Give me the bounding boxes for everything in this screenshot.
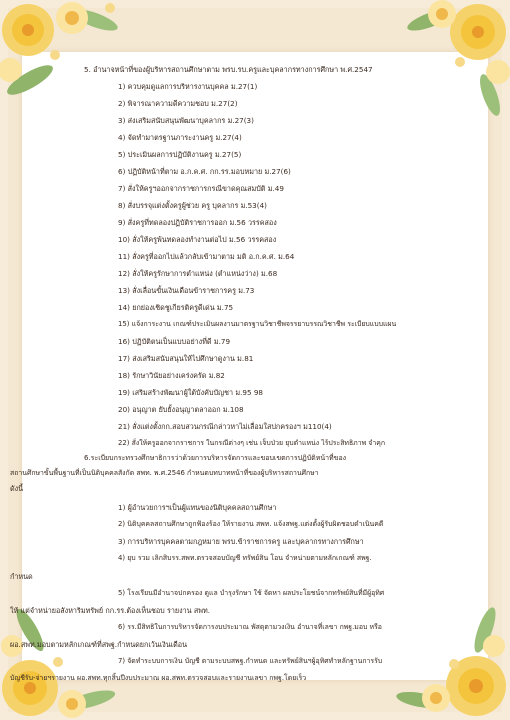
list-item: 2) พิจารณาความดีความชอบ ม.27(2) [118, 99, 238, 108]
list-item: 3) ส่งเสริมสนับสนุนพัฒนาบุคลากร ม.27(3) [118, 116, 254, 125]
list-item: 4) จัดทำมาตรฐานภาระงานครู ม.27(4) [118, 133, 242, 142]
list-item: 9) สั่งครูที่ทดลองปฏิบัติราชการออก ม.56 วรรคสอง [118, 218, 277, 227]
paper-sheet [22, 52, 488, 680]
list-item: 4) ยุบ รวม เลิกสิบรร.สพท.ตรวจสอบบัญชี ทรัพย์สิน โอน จำหน่ายตามหลักเกณฑ์ สพฐ. [118, 554, 372, 562]
list-item: 13) สั่งเลื่อนขั้นเงินเดือนข้าราชการครู ม.73 [118, 286, 255, 295]
section-5-heading: 5. อำนาจหน้าที่ของผู้บริหารสถานศึกษาตาม พรบ.รบ.ครูและบุคลากรทางการศึกษา พ.ศ.2547 [84, 65, 373, 74]
flower-cluster-top-right-icon [390, 0, 510, 120]
list-item: 15) แจ้งการะงาน เกณฑ์ประเมินผลงานมาตรฐานวิชาชีพจรรยาบรรณวิชาชีพ ระเบียบแบบแผน [118, 320, 397, 328]
list-item-continuation: ให้ แต่จำหน่ายอสังหาริมทรัพย์ กก.รร.ต้องเห็นชอบ รายงาน สพท. [10, 606, 211, 615]
list-item-continuation: กำหนด [10, 572, 33, 581]
section-6-text: ดังนี้ [10, 484, 24, 493]
list-item: 17) ส่งเสริมสนับสนุนให้ไปศึกษาดูงาน ม.81 [118, 354, 254, 363]
list-item: 5) ประเมินผลการปฏิบัติงานครู ม.27(5) [118, 150, 242, 159]
list-item: 7) จัดทำระบบการเงิน บัญชี ตามระบบสพฐ.กำหนด และทรัพย์สินฯผู้อุทิศทำหลักฐานการรับ [118, 657, 383, 665]
list-item: 16) ปฏิบัติตนเป็นแบบอย่างที่ดี ม.79 [118, 337, 231, 346]
list-item: 12) สั่งให้ครูรักษาการตำแหน่ง (ตำแหน่งว่าง) ม.68 [118, 269, 278, 278]
list-item: 2) นิติบุคคลสถานศึกษาถูกฟ้องร้อง ให้รายงาน สพท. แจ้งสพฐ.แต่งตั้งผู้รับผิดชอบดำเนินคดี [118, 520, 384, 528]
list-item: 6) ปฏิบัติหน้าที่ตาม อ.ก.ค.ศ. กก.รร.มอบหมาย ม.27(6) [118, 167, 291, 176]
flower-cluster-top-left-icon [0, 0, 130, 110]
section-6-text: สถานศึกษาขั้นพื้นฐานที่เป็นนิติบุคคลสังกัด สพท. พ.ศ.2546 กำหนดบทบาทหน้าที่ของผู้บริหารสถานศึกษา [10, 469, 319, 477]
list-item: 20) อนุญาต ยับยั้งอนุญาตลาออก ม.108 [118, 405, 244, 414]
list-item-continuation: ผอ.สพท.มอบตามหลักเกณฑ์ที่สพฐ.กำหนดยกเว้นเงินเดือน [10, 640, 187, 649]
list-item: 18) รักษาวินัยอย่างเคร่งครัด ม.82 [118, 371, 225, 380]
list-item: 8) สั่งบรรจุแต่งตั้งครูผู้ช่วย ครู บุคลากร ม.53(4) [118, 201, 267, 210]
list-item: 6) รร.มีสิทธิในการบริหารจัดการงบประมาณ พัสดุตามวงเงิน อำนาจที่เลขา กพฐ.มอบ หรือ [118, 623, 382, 631]
flower-cluster-bottom-right-icon [380, 590, 510, 720]
list-item: 21) สั่งแต่งตั้งกก.สอบสวนกรณีกล่าวหาไม่เลื่อมใสปกครองฯ ม110(4) [118, 422, 332, 431]
list-item: 10) สั่งให้ครูพ้นทดลองทำงานต่อไป ม.56 วรรคสอง [118, 235, 277, 244]
list-item: 3) การบริหารบุคคลตามกฎหมาย พรบ.ข้าราชการครู และบุคลากรทางการศึกษา [118, 537, 364, 546]
list-item: 14) ยกย่องเชิดชูเกียรติครูดีเด่น ม.75 [118, 303, 234, 312]
list-item: 19) เสริมสร้างพัฒนาผู้ใต้บังคับบัญชา ม.95 98 [118, 388, 263, 397]
list-item: 5) โรงเรียนมีอำนาจปกครอง ดูแล บำรุงรักษา ใช้ จัดหา ผลประโยชน์จากทรัพย์สินที่มีผู้อุทิศ [118, 589, 385, 597]
list-item: 1) ควบคุมดูแลการบริหารงานบุคคล ม.27(1) [118, 82, 258, 91]
list-item: 1) ผู้อำนวยการฯเป็นผู้แทนของนิติบุคคลสถานศึกษา [118, 503, 277, 512]
list-item-continuation: บัญชีรับ-จ่ายฯรายงาน ผอ.สพท.ทุกสิ้นปีงบประมาณ ผอ.สพท.ตรวจสอบและรายงานเลขา กพฐ.โดยเร็ว [10, 674, 307, 682]
list-item: 22) สั่งให้ครูออกจากราชการ ในกรณีต่างๆ เช่น เจ็บป่วย ยุบตำแหน่ง ไร้ประสิทธิภาพ จำคุก [118, 439, 385, 447]
section-6-text: 6.ระเบียบกระทรวงศึกษาธิการว่าด้วยการบริหารจัดการและขอบเขตการปฏิบัติหน้าที่ของ [84, 454, 347, 462]
flower-cluster-bottom-left-icon [0, 600, 130, 720]
list-item: 11) สั่งครูที่ออกไปแล้วกลับเข้ามาตาม มติ อ.ก.ค.ศ. ม.64 [118, 252, 295, 261]
list-item: 7) สั่งให้ครูฯออกจากราชการกรณีขาดคุณสมบัติ ม.49 [118, 184, 284, 193]
